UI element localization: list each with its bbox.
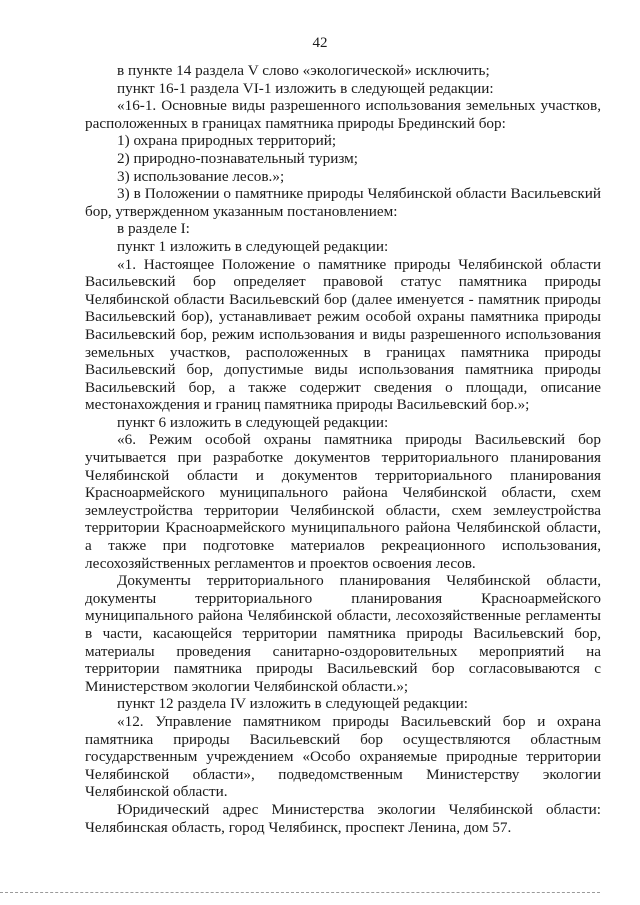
- paragraph: Юридический адрес Министерства экологии Челябинской области: Челябинская область, город Челябинск, проспект Ленина, дом 57.: [85, 800, 601, 836]
- list-item: 2) природно-познавательный туризм;: [117, 149, 358, 167]
- document-body: [85, 62, 601, 836]
- list-item: 1) охрана природных территорий;: [117, 132, 337, 150]
- paragraph: 3) в Положении о памятнике природы Челябинской области Васильевский бор, утвержденном указанным постановлением:: [85, 185, 601, 220]
- paragraph: пункт 16-1 раздела VI-1 изложить в следующей редакции:: [117, 79, 494, 97]
- paragraph: пункт 12 раздела IV изложить в следующей редакции:: [117, 695, 468, 713]
- page-number: 42: [312, 35, 328, 51]
- list-item: 3) использование лесов.»;: [117, 167, 285, 185]
- paragraph: в разделе I:: [117, 220, 190, 238]
- paragraph: «6. Режим особой охраны памятника природы Васильевский бор учитывается при разработке документов территориального планирования Челябинской области и документов территориального планирования Красноармейского муниципального района Челябинской области, схем землеустройства территории Челябинской области, схем землеустройства территории Красноармейского муниципального района Челябинской области, а также при подготовке материалов рекреационного использования, лесохозяйственных регламентов и проектов освоения лесов.: [85, 431, 601, 572]
- paragraph: «12. Управление памятником природы Васильевский бор и охрана памятника природы Васильевский бор осуществляются областным государственным учреждением «Особо охраняемые природные территории Челябинской области», подведомственным Министерству экологии Челябинской области.: [85, 712, 601, 801]
- paragraph: пункт 1 изложить в следующей редакции:: [117, 237, 389, 255]
- paragraph: в пункте 14 раздела V слово «экологической» исключить;: [117, 62, 490, 79]
- paragraph: пункт 6 изложить в следующей редакции:: [117, 413, 389, 431]
- footer-divider: [0, 892, 600, 893]
- paragraph: Документы территориального планирования Челябинской области, документы территориального планирования Красноармейского муниципального района Челябинской области, лесохозяйственные регламенты в части, касающейся территории памятника природы Васильевский бор, материалы проведения санитарно-оздоровительных мероприятий на территории памятника природы Васильевский бор согласовываются с Министерством экологии Челябинской области.»;: [85, 572, 601, 695]
- paragraph: «1. Настоящее Положение о памятнике природы Челябинской области Васильевский бор определяет правовой статус памятника природы Челябинской области Васильевский бор (далее именуется - памятник природы Васильевский бор), устанавливает режим особой охраны памятника природы Васильевский бор, режим использования и виды разрешенного использования земельных участков, расположенных в границах памятника природы Васильевский бор, допустимые виды использования памятника природы Васильевский бор, а также содержит сведения о площади, описание местонахождения и границ памятника природы Васильевский бор.»;: [85, 255, 601, 414]
- paragraph: «16-1. Основные виды разрешенного использования земельных участков, расположенных в границах памятника природы Брединский бор:: [85, 97, 601, 132]
